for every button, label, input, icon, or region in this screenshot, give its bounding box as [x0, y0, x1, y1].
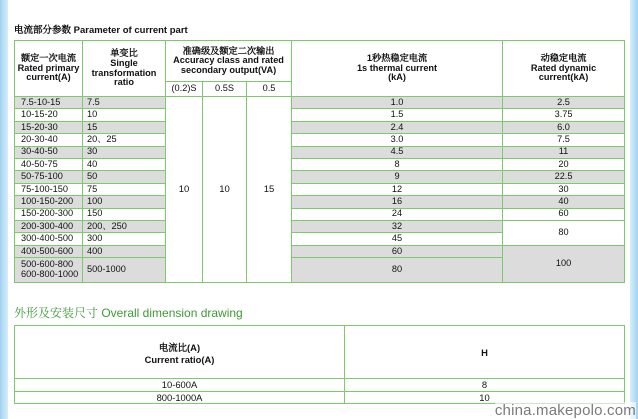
header-accuracy-05s: 0.5S — [203, 82, 247, 97]
header-accuracy: 准确级及额定二次输出 Accuracy class and rated secondary output(VA) — [166, 41, 292, 82]
dynamic-current-cell: 11 — [503, 146, 625, 158]
accuracy-05s-value: 10 — [203, 97, 247, 283]
dynamic-current-cell: 20 — [503, 158, 625, 170]
dynamic-current-cell: 40 — [503, 196, 625, 208]
header-dynamic-current: 动稳定电流 Rated dynamic current(kA) — [503, 41, 625, 97]
table-row — [15, 121, 625, 133]
thermal-current-cell: 60 — [292, 245, 503, 257]
dynamic-current-cell: 3.75 — [503, 109, 625, 121]
ratio-cell: 300 — [83, 233, 166, 245]
thermal-current-cell: 1.5 — [292, 109, 503, 121]
section-title-dimension: 外形及安装尺寸 Overall dimension drawing — [14, 306, 243, 320]
ratio-cell: 50 — [83, 171, 166, 183]
current-parameter-table — [14, 40, 625, 283]
header-h: H — [345, 326, 625, 379]
thermal-current-cell: 8 — [292, 158, 503, 170]
dynamic-current-cell: 60 — [503, 208, 625, 220]
ratio-cell: 30 — [83, 146, 166, 158]
table-row — [15, 220, 625, 232]
dynamic-current-cell: 22.5 — [503, 171, 625, 183]
table-row — [15, 171, 625, 183]
primary-current-cell: 15-20-30 — [15, 121, 83, 133]
primary-current-cell: 30-40-50 — [15, 146, 83, 158]
thermal-current-cell: 3.0 — [292, 134, 503, 146]
ratio-cell: 7.5 — [83, 97, 166, 109]
current-ratio-cell: 800-1000A — [15, 391, 345, 404]
thermal-current-cell: 45 — [292, 233, 503, 245]
ratio-cell: 400 — [83, 245, 166, 257]
watermark: china.makepolo.com — [494, 402, 636, 419]
current-ratio-cell: 10-600A — [15, 379, 345, 392]
dynamic-current-cell: 30 — [503, 183, 625, 195]
ratio-cell: 100 — [83, 196, 166, 208]
header-accuracy-02s: (0.2)S — [166, 82, 203, 97]
document-page — [10, 0, 628, 419]
accuracy-05-value: 15 — [247, 97, 292, 283]
dynamic-current-merged-cell: 80 — [503, 220, 625, 245]
primary-current-cell: 200-300-400 — [15, 220, 83, 232]
left-frame-border — [0, 0, 8, 419]
h-value-cell: 8 — [345, 379, 625, 392]
primary-current-cell: 20-30-40 — [15, 134, 83, 146]
header-ratio: 单变比 Single transformation ratio — [83, 41, 166, 97]
primary-current-cell: 500-600-800 600-800-1000 — [15, 258, 83, 283]
ratio-cell: 20、25 — [83, 134, 166, 146]
ratio-cell: 500-1000 — [83, 258, 166, 283]
primary-current-cell: 300-400-500 — [15, 233, 83, 245]
table-row — [15, 183, 625, 195]
table-row — [15, 245, 625, 257]
dimension-table — [14, 325, 625, 404]
table-row — [15, 97, 625, 109]
h-value-cell: 10 — [345, 391, 625, 404]
thermal-current-cell: 24 — [292, 208, 503, 220]
header-accuracy-05: 0.5 — [247, 82, 292, 97]
thermal-current-cell: 32 — [292, 220, 503, 232]
ratio-cell: 40 — [83, 158, 166, 170]
ratio-cell: 10 — [83, 109, 166, 121]
primary-current-cell: 7.5-10-15 — [15, 97, 83, 109]
primary-current-cell: 40-50-75 — [15, 158, 83, 170]
primary-current-cell: 150-200-300 — [15, 208, 83, 220]
table-row — [15, 158, 625, 170]
thermal-current-cell: 1.0 — [292, 97, 503, 109]
primary-current-cell: 50-75-100 — [15, 171, 83, 183]
table-row — [15, 109, 625, 121]
table-row — [15, 196, 625, 208]
ratio-cell: 15 — [83, 121, 166, 133]
accuracy-02s-value: 10 — [166, 97, 203, 283]
right-frame-border — [630, 0, 638, 419]
table-row — [15, 379, 625, 392]
thermal-current-cell: 16 — [292, 196, 503, 208]
thermal-current-cell: 4.5 — [292, 146, 503, 158]
header-thermal-current: 1秒热稳定电流 1s thermal current (kA) — [292, 41, 503, 97]
table-row — [15, 208, 625, 220]
dynamic-current-cell: 7.5 — [503, 134, 625, 146]
dynamic-current-cell: 6.0 — [503, 121, 625, 133]
header-current-ratio: 电流比(A) Current ratio(A) — [15, 326, 345, 379]
table-row — [15, 134, 625, 146]
primary-current-cell: 100-150-200 — [15, 196, 83, 208]
ratio-cell: 75 — [83, 183, 166, 195]
dynamic-current-merged-cell: 100 — [503, 245, 625, 282]
primary-current-cell: 10-15-20 — [15, 109, 83, 121]
thermal-current-cell: 12 — [292, 183, 503, 195]
primary-current-cell: 400-500-600 — [15, 245, 83, 257]
thermal-current-cell: 80 — [292, 258, 503, 283]
header-primary-current: 额定一次电流 Rated primary current(A) — [15, 41, 83, 97]
primary-current-cell: 75-100-150 — [15, 183, 83, 195]
dynamic-current-cell: 2.5 — [503, 97, 625, 109]
thermal-current-cell: 2.4 — [292, 121, 503, 133]
ratio-cell: 150 — [83, 208, 166, 220]
ratio-cell: 200、250 — [83, 220, 166, 232]
thermal-current-cell: 9 — [292, 171, 503, 183]
section-title-current-part: 电流部分参数 Parameter of current part — [14, 25, 188, 36]
table-row — [15, 146, 625, 158]
